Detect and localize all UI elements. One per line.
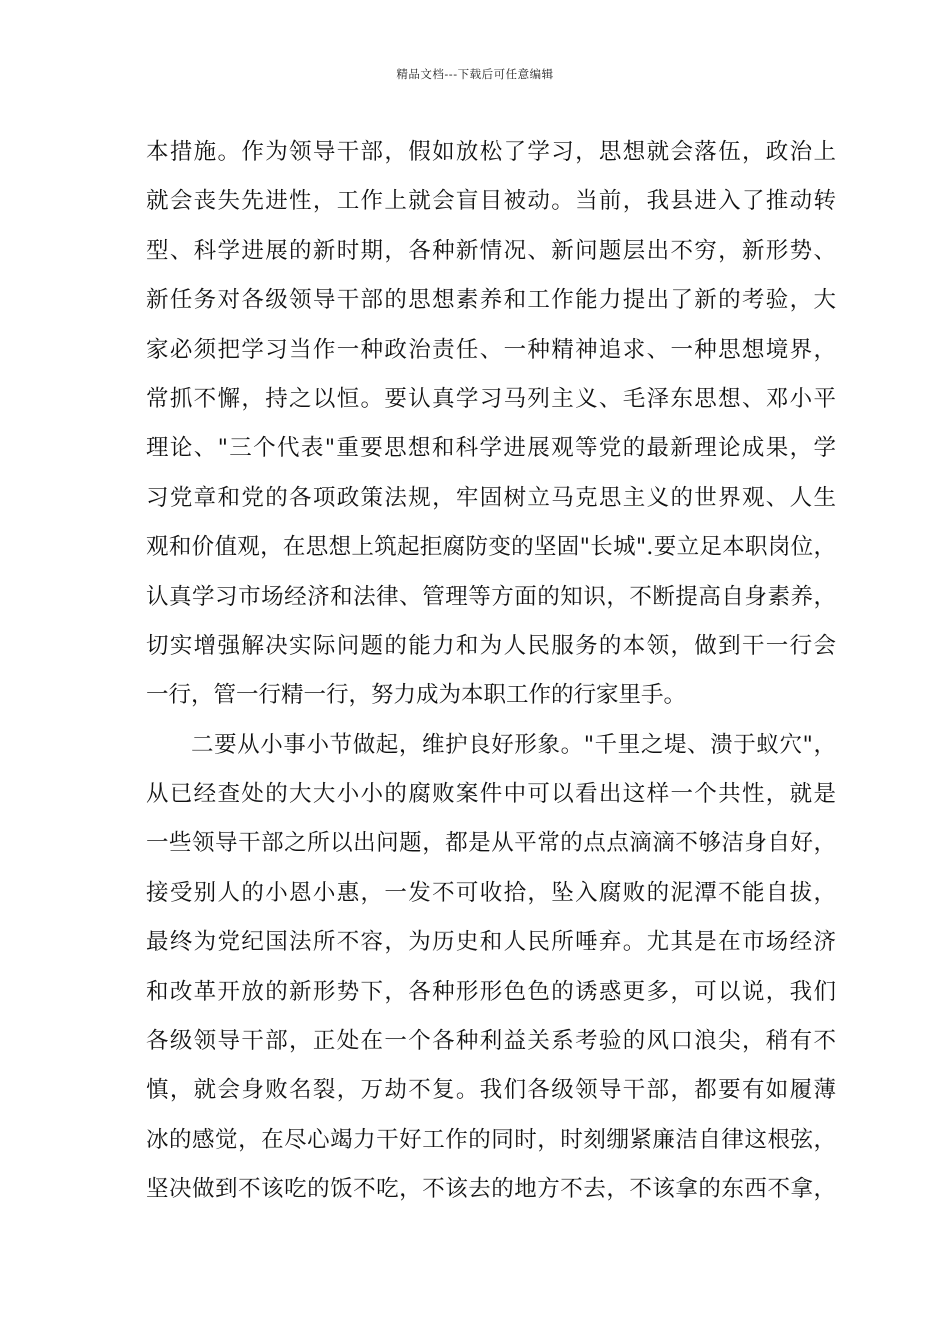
- text-line: 切实增强解决实际问题的能力和为人民服务的本领，做到干一行会: [146, 632, 836, 659]
- text-line: 最终为党纪国法所不容，为历史和人民所唾弃。尤其是在市场经济: [146, 929, 836, 956]
- text-line: 型、科学进展的新时期，各种新情况、新问题层出不穷，新形势、: [146, 237, 836, 264]
- paragraph-1: [146, 128, 836, 721]
- page-header: 精品文档---下载后可任意编辑: [396, 67, 554, 81]
- text-line: 家必须把学习当作一种政治责任、一种精神追求、一种思想境界，: [146, 336, 836, 363]
- text-line: 理论、"三个代表"重要思想和科学进展观等党的最新理论成果，学: [146, 435, 836, 462]
- text-line: 习党章和党的各项政策法规，牢固树立马克思主义的世界观、人生: [146, 484, 836, 511]
- text-line: 各级领导干部，正处在一个各种利益关系考验的风口浪尖，稍有不: [146, 1028, 836, 1055]
- text-line: 新任务对各级领导干部的思想素养和工作能力提出了新的考验，大: [146, 287, 836, 314]
- text-line: 常抓不懈，持之以恒。要认真学习马列主义、毛泽东思想、邓小平: [146, 385, 836, 412]
- text-line: 坚决做到不该吃的饭不吃，不该去的地方不去，不该拿的东西不拿，: [146, 1176, 836, 1203]
- paragraph-2: [146, 721, 836, 1215]
- text-line: 一些领导干部之所以出问题，都是从平常的点点滴滴不够洁身自好，: [146, 830, 836, 857]
- text-line: 从已经查处的大大小小的腐败案件中可以看出这样一个共性，就是: [146, 781, 836, 808]
- text-line: 二要从小事小节做起，维护良好形象。"千里之堤、溃于蚁穴"，: [191, 731, 836, 758]
- text-line: 观和价值观，在思想上筑起拒腐防变的坚固"长城".要立足本职岗位，: [146, 534, 836, 561]
- text-line: 慎，就会身败名裂，万劫不复。我们各级领导干部，都要有如履薄: [146, 1077, 836, 1104]
- text-line: 冰的感觉，在尽心竭力干好工作的同时，时刻绷紧廉洁自律这根弦，: [146, 1126, 836, 1153]
- text-line: 认真学习市场经济和法律、管理等方面的知识，不断提高自身素养，: [146, 583, 836, 610]
- document-body: [146, 128, 836, 1215]
- text-line: 接受别人的小恩小惠，一发不可收拾，坠入腐败的泥潭不能自拔，: [146, 879, 836, 906]
- text-line: 就会丧失先进性，工作上就会盲目被动。当前，我县进入了推动转: [146, 188, 836, 215]
- text-line: 一行，管一行精一行，努力成为本职工作的行家里手。: [146, 682, 687, 709]
- text-line: 本措施。作为领导干部，假如放松了学习，思想就会落伍，政治上: [146, 139, 836, 165]
- text-line: 和改革开放的新形势下，各种形形色色的诱惑更多，可以说，我们: [146, 978, 836, 1005]
